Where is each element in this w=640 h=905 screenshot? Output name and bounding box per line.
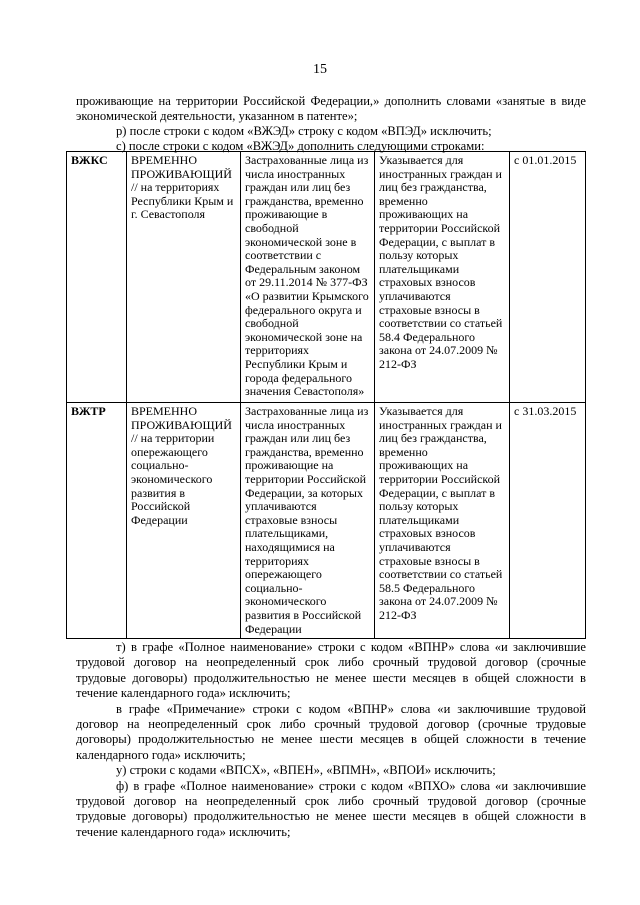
table-row — [67, 403, 586, 639]
code-cell: ВЖТР — [67, 403, 127, 639]
date-cell: с 31.03.2015 — [510, 403, 586, 639]
full-name-cell: Застрахованные лица из числа иностранных граждан или лиц без гражданства, временно проживающие в свободной экономической зоне в соответствии с Федеральным законом от 29.11.2014 № 377-ФЗ «О развитии Крымского федерального округа и свободной экономической зоне на территориях Республики Крым и города федерального значения Севастополя» — [241, 152, 375, 403]
item-s: с) после строки с кодом «ВЖЭД» дополнить следующими строками: — [116, 139, 485, 153]
item-p: р) после строки с кодом «ВЖЭД» строку с кодом «ВПЭД» исключить; — [116, 124, 492, 138]
amendments-section — [76, 640, 586, 840]
codes-table — [66, 151, 586, 639]
code-cell: ВЖКС — [67, 152, 127, 403]
note-cell: Указывается для иностранных граждан и лиц без гражданства, временно проживающих на территории Российской Федерации, с выплат в пользу которых плательщиками страховых взносов уплачиваются страховые взносы в соответствии со статьей 58.5 Федерального закона от 24.07.2009 № 212-ФЗ — [375, 403, 510, 639]
item-u: у) строки с кодами «ВПСХ», «ВПЕН», «ВПМН», «ВПОИ» исключить; — [116, 763, 496, 778]
name-cell: ВРЕМЕННО ПРОЖИВАЮЩИЙ // на территории опережающего социально-экономического развития в Российской Федерации — [127, 403, 241, 639]
note-cell: Указывается для иностранных граждан и лиц без гражданства, временно проживающих на территории Российской Федерации, с выплат в пользу которых плательщиками страховых взносов уплачиваются страховые взносы в соответствии со статьей 58.4 Федерального закона от 24.07.2009 № 212-ФЗ — [375, 152, 510, 403]
name-cell: ВРЕМЕННО ПРОЖИВАЮЩИЙ // на территориях Республики Крым и г. Севастополя — [127, 152, 241, 403]
full-name-cell: Застрахованные лица из числа иностранных граждан или лиц без гражданства, временно проживающие на территории Российской Федерации, за которых уплачиваются страховые взносы плательщиками, находящимися на территориях опережающего социально-экономического развития в Российской Федерации — [241, 403, 375, 639]
date-cell: с 01.01.2015 — [510, 152, 586, 403]
page-number: 15 — [313, 62, 327, 77]
item-f: ф) в графе «Полное наименование» строки с кодом «ВПХО» слова «и заключившие трудовой договор на неопределенный срок либо срочный трудовой договор (срочные трудовые договоры) продолжительностью не менее шести месяцев в общей сложности в течение календарного года» исключить; — [76, 778, 586, 839]
item-t-note: в графе «Примечание» строки с кодом «ВПНР» слова «и заключившие трудовой договор на неопределенный срок либо срочный трудовой договор (срочные трудовые договоры) продолжительностью не менее шести месяцев в общей сложности в течение календарного года» исключить; — [76, 701, 586, 762]
table-row — [67, 152, 586, 403]
intro-paragraph: проживающие на территории Российской Федерации,» дополнить словами «занятые в виде экономической деятельности, указанном в патенте»; — [76, 94, 586, 123]
item-t: т) в графе «Полное наименование» строки с кодом «ВПНР» слова «и заключившие трудовой договор на неопределенный срок либо срочный трудовой договор (срочные трудовые договоры) продолжительностью не менее шести месяцев в общей сложности в течение календарного года» исключить; — [76, 640, 586, 701]
